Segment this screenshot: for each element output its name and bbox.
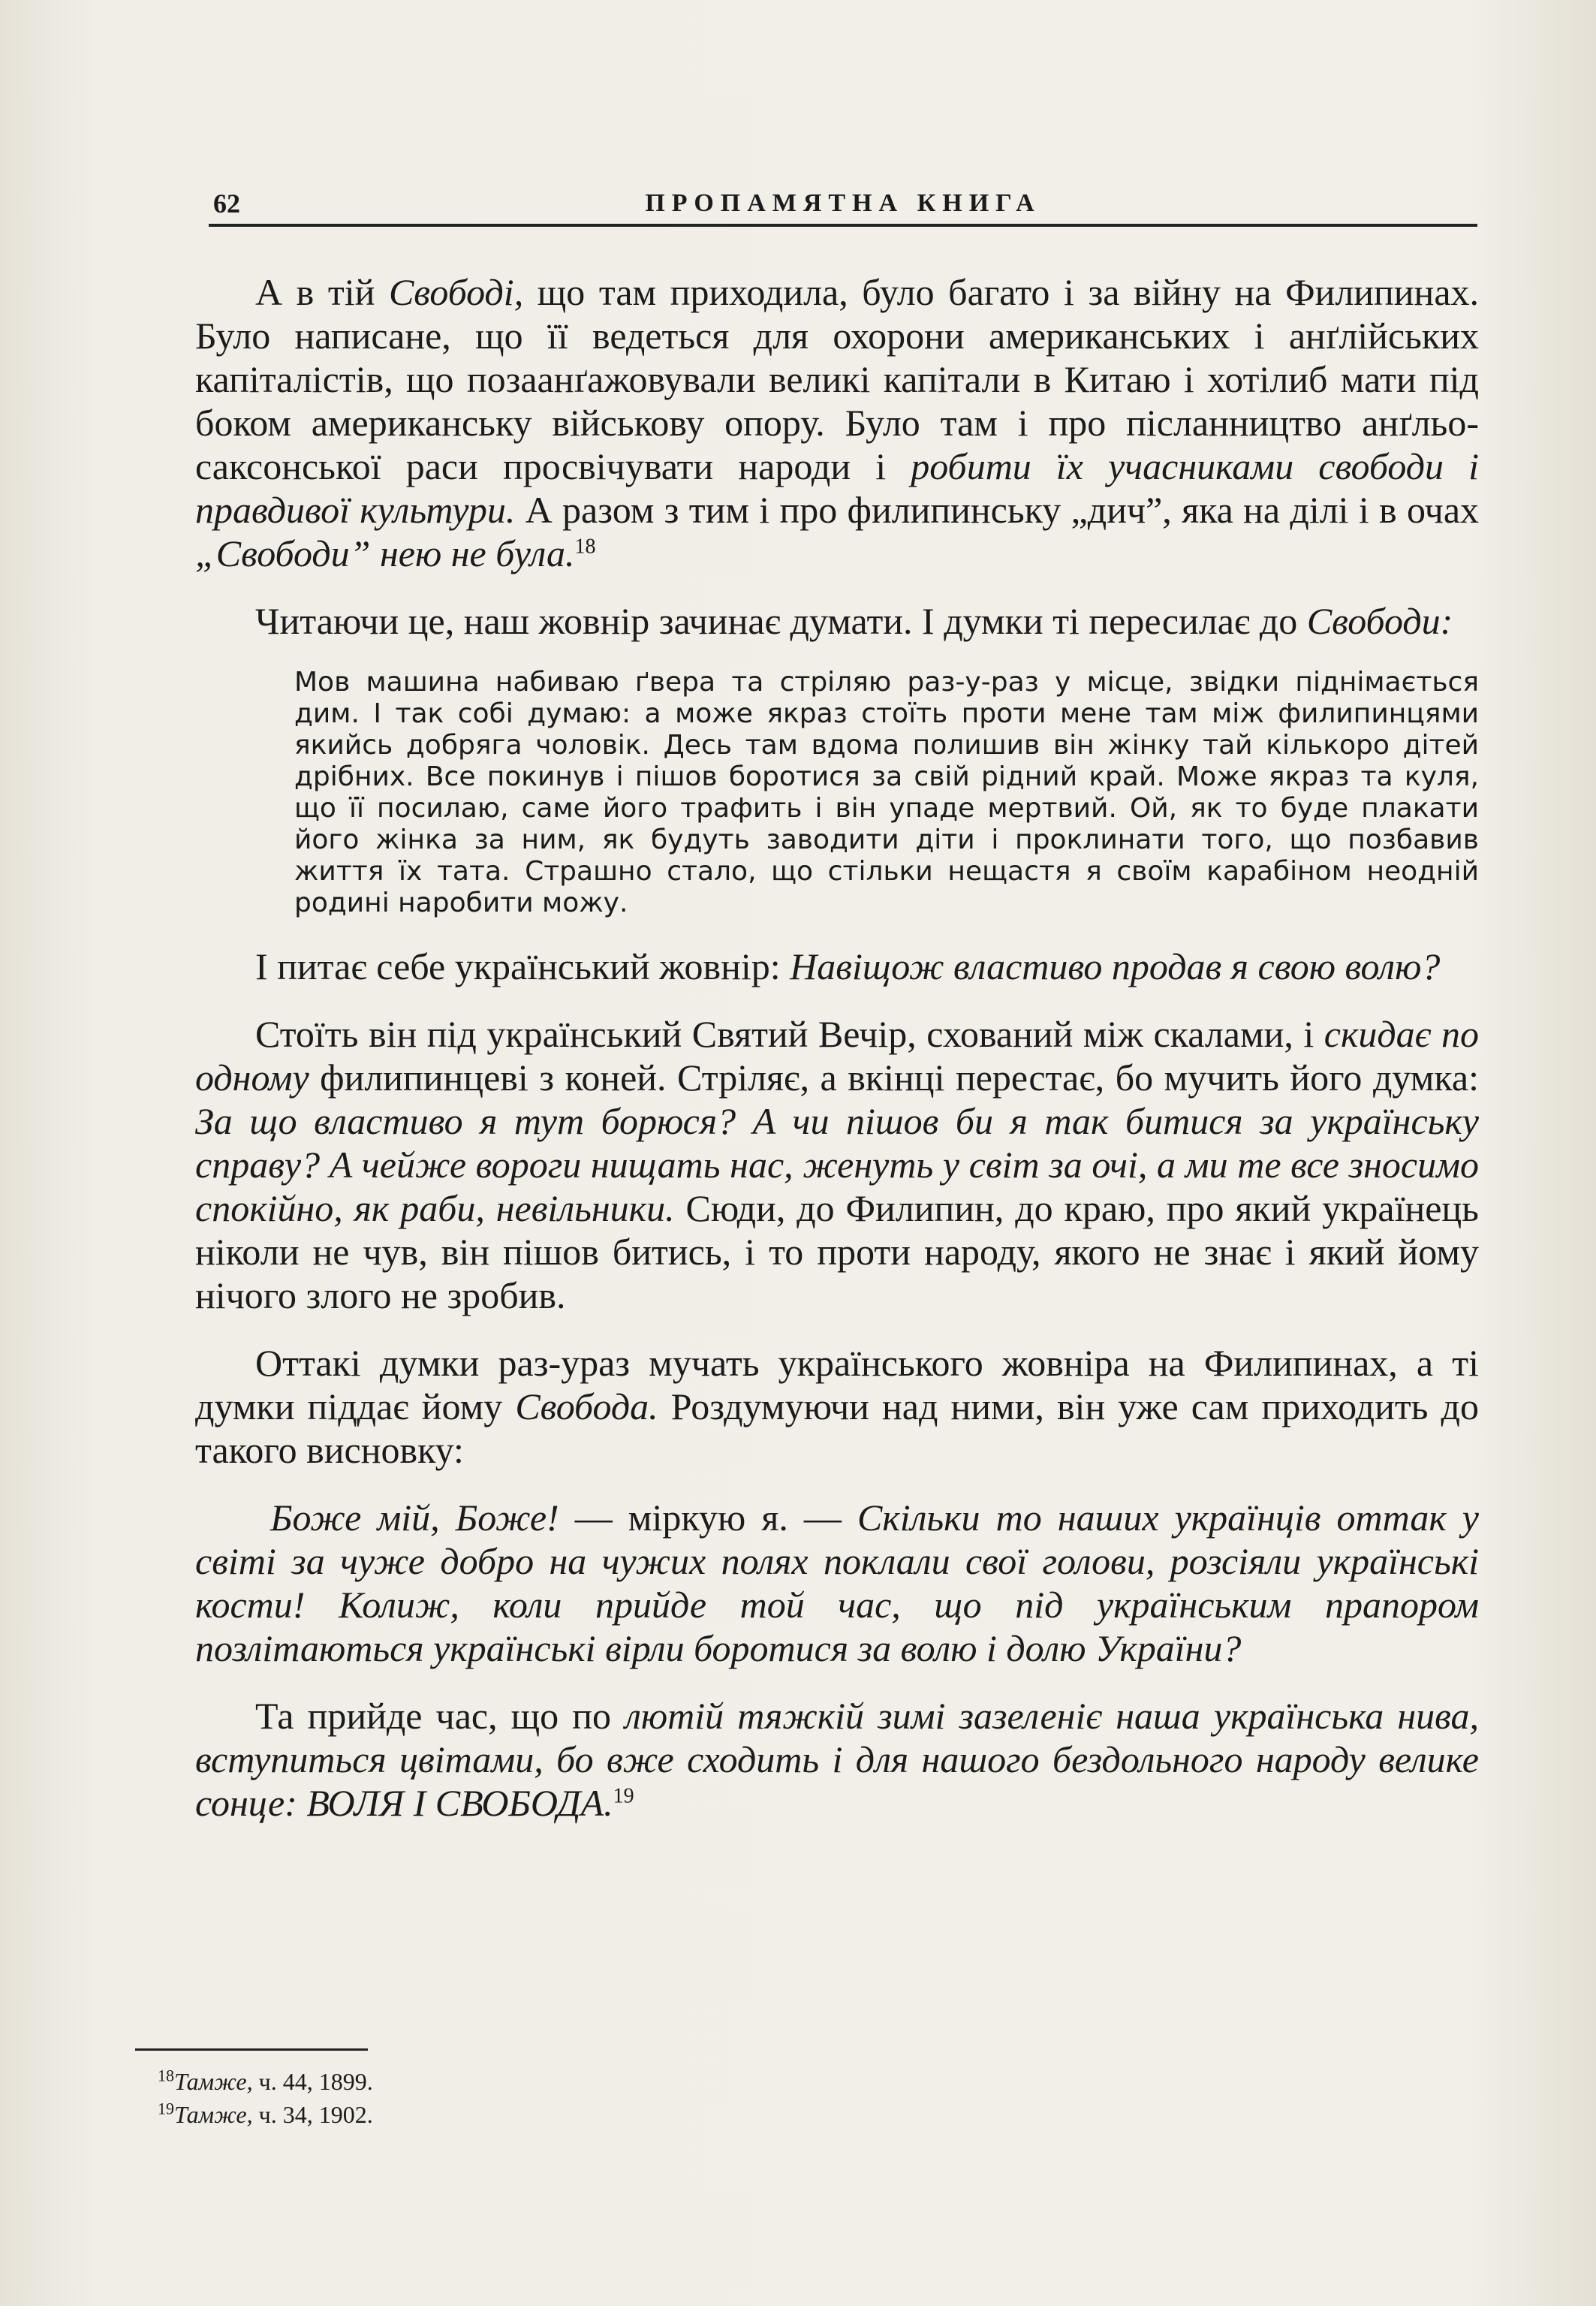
paragraph-3: І питає себе український жовнір: Навіщож властиво продав я свою волю?: [255, 945, 1441, 987]
paragraph-1: А в тій Свободі, що там приходила, було багато і за війну на Филипинах. Було написане, що її ведеться для охорони американських і анґлійських капіталістів, що позаанґажовували великі капітали в Китаю і хотілиб мати під боком американську військову опору. Було там і про післанництво анґльо-саксонської раси просвічувати народи і робити їх учасниками свободи і правдивої культури. А разом з тим і про филипинську „дич”, яка на ділі і в очах „Свободи” нею не була.$^{18}$: [195, 271, 1480, 574]
running-title: ПРОПАМЯТНА КНИГА: [645, 189, 1041, 217]
footnote-18: $^{18}$Тамже, ч. 44, 1899.: [158, 2066, 373, 2095]
paragraph-5: Оттакі думки раз-ураз мучать українського жовніра на Филипинах, а ті думки піддає йому Свобода. Роздумуючи над ними, він уже сам приходить до такого висновку:: [195, 1342, 1479, 1471]
footnote-19: $^{19}$Тамже, ч. 34, 1902.: [158, 2099, 373, 2128]
page-number: 62: [213, 188, 240, 219]
footnotes: [158, 2065, 908, 2131]
main-text: [195, 270, 1479, 1846]
footnote-ref-19: 19: [613, 1784, 634, 1808]
page-header: [209, 182, 1477, 227]
footnote-ref-18: 18: [574, 535, 596, 559]
paragraph-2: Читаючи це, наш жовнір зачинає думати. І думки ті пересилає до Свободи:: [255, 600, 1453, 642]
block-quote: Мов машина набиваю ґвера та стріляю раз-у-раз у місце, звідки піднімається дим. І так собі думаю: а може якраз стоїть проти мене там між филипинцями якийсь добряга чоловік. Десь там вдома полишив він жінку тай кількоро дітей дрібних. Все покинув і пішов боротися за свій рідний край. Може якраз та куля, що її посилаю, саме його трафить і він упаде мертвий. Ой, як то буде плакати його жінка за ним, як будуть заводити діти і проклинати того, що позбавив життя їх тата. Страшно стало, що стільки нещастя я своїм карабіном неодній родині наробити можу.: [294, 667, 1479, 918]
footnote-divider: [135, 2048, 368, 2051]
paragraph-4: Стоїть він під український Святий Вечір, схований між скалами, і скидає по одному филипинцеві з коней. Стріляє, а вкінці перестає, бо мучить його думка: За що властиво я тут борюся? А чи пішов би я так битися за українську справу? А чейже вороги нищать нас, женуть у світ за очі, а ми те все зносимо спокійно, як раби, невільники. Сюди, до Филипин, до краю, про який українець ніколи не чув, він пішов битись, і то проти народу, якого не знає і який йому нічого злого не зробив.: [195, 1013, 1479, 1316]
paragraph-6: Боже мій, Боже! — міркую я. — Скільки то наших українців оттак у світі за чуже добро на чужих полях поклали свої голови, розсіяли українські кости! Колиж, коли прийде той час, що під українським прапором позлітаються українські вірли боротися за волю і долю України?: [195, 1497, 1480, 1669]
paragraph-7: Та прийде час, що по лютій тяжкій зимі зазеленіє наша українська нива, вступиться цвітами, бо вже сходить і для нашого бездольного народу велике сонце: ВОЛЯ І СВОБОДА.$^{19}$: [195, 1695, 1479, 1824]
